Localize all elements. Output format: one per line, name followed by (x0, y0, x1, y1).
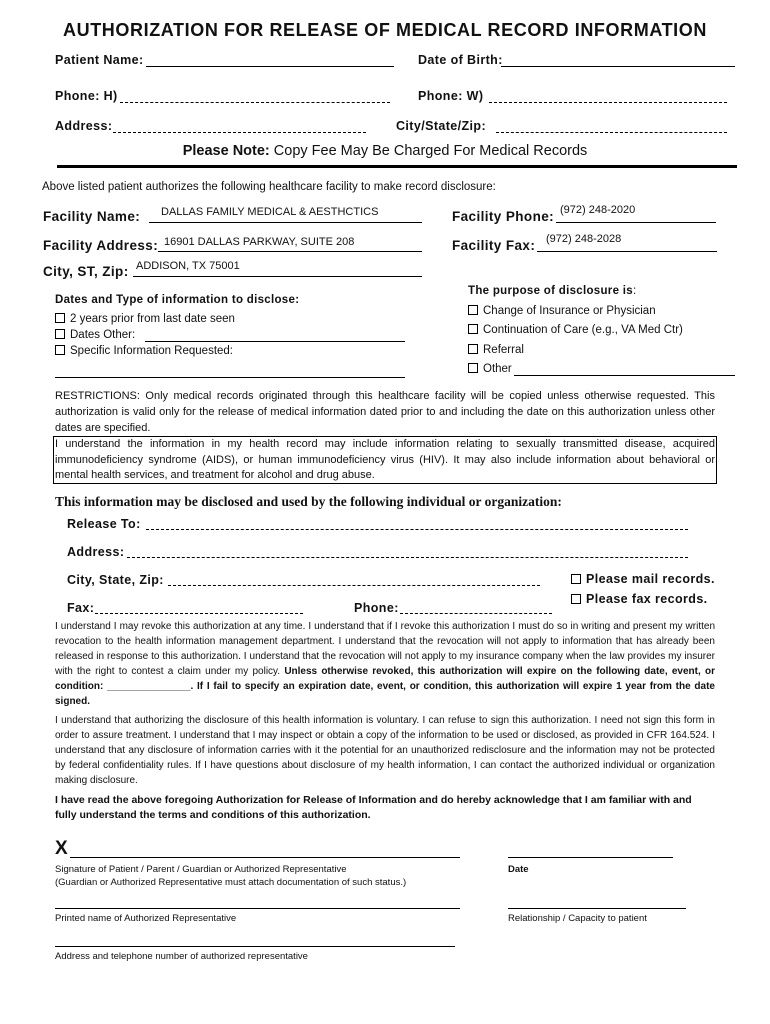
address-label: Address: (55, 119, 113, 133)
facility-city-field[interactable] (133, 276, 422, 277)
fax-records-option[interactable] (571, 592, 708, 606)
address-field[interactable] (113, 132, 366, 133)
purpose-other-field[interactable] (514, 375, 735, 376)
release-to-field[interactable] (146, 529, 688, 530)
restrictions-text: RESTRICTIONS: Only medical records originated through this healthcare facility will be copied unless otherwise requested. This authorization is valid only for the release of medical information dated prior to and including the date on this authorization unless other dates are specified. (55, 390, 715, 434)
acknowledgement: I have read the above foregoing Authorization for Release of Information and do hereby acknowledge that I am familiar with and fully understand the terms and conditions of this authorization. (55, 794, 692, 821)
mail-records-label: Please mail records. (586, 572, 715, 586)
dates-option-specific[interactable] (55, 345, 233, 357)
checkbox-icon[interactable] (468, 324, 478, 334)
checkbox-icon[interactable] (55, 345, 65, 355)
recipient-address-label: Address: (67, 545, 125, 559)
facility-name-value: DALLAS FAMILY MEDICAL & AESTHCTICS (161, 206, 379, 218)
relationship-field[interactable] (508, 908, 686, 909)
checkbox-icon[interactable] (55, 313, 65, 323)
recipient-city-label: City, State, Zip: (67, 573, 164, 587)
dates-other-field[interactable] (145, 341, 405, 342)
checkbox-icon[interactable] (468, 305, 478, 315)
facility-address-value: 16901 DALLAS PARKWAY, SUITE 208 (164, 236, 355, 248)
facility-name-label: Facility Name: (43, 209, 141, 224)
purpose-option-referral-label: Referral (483, 344, 524, 356)
release-to-label: Release To: (67, 517, 141, 531)
purpose-heading (468, 285, 636, 297)
facility-phone-field[interactable] (556, 222, 716, 223)
note-bold: Please Note: (182, 143, 270, 159)
recipient-address-field[interactable] (127, 557, 688, 558)
recipient-phone-label: Phone: (354, 601, 399, 615)
recipient-phone-field[interactable] (400, 613, 552, 614)
printed-name-field[interactable] (55, 908, 460, 909)
expiration-default: If I fail to specify an expiration date, event, or condition, this authorization will expire 1 year from the date signed. (55, 681, 715, 707)
specific-info-field[interactable] (55, 377, 405, 378)
recipient-city-field[interactable] (168, 585, 540, 586)
disclose-heading: This information may be disclosed and used by the following individual or organization: (55, 494, 562, 509)
purpose-option-continuation-label: Continuation of Care (e.g., VA Med Ctr) (483, 324, 683, 336)
signature-field[interactable] (70, 857, 460, 858)
purpose-option-change-label: Change of Insurance or Physician (483, 305, 656, 317)
signature-label: Signature of Patient / Parent / Guardian or Authorized Representative (55, 864, 347, 875)
facility-name-field[interactable] (149, 222, 422, 223)
patient-name-field[interactable] (146, 66, 394, 67)
revoke-text: I understand I may revoke this authorization at any time. I understand that if I revoke this authorization I must do so in writing and present my written revocation to the health information management department. I understand that the revocation will not apply to information that has already been released in response to this authorization. I understand that the revocation will not apply to my insurance company when the law provides my insurer with the right to contest a claim under my policy. (55, 621, 715, 677)
purpose-heading-colon: : (632, 285, 637, 297)
hiv-disclosure-text: I understand the information in my health record may include information relating to sexually transmitted disease, acquired immunodeficiency syndrome (AIDS), or human immunodeficiency virus (HIV). It may also include information about behavioral or mental health services, and treatment for alcohol and drug abuse. (55, 438, 715, 481)
dob-label: Date of Birth: (418, 53, 503, 67)
facility-fax-label: Facility Fax: (452, 238, 536, 253)
representative-address-label: Address and telephone number of authorized representative (55, 951, 308, 962)
purpose-option-other[interactable] (468, 363, 512, 375)
facility-phone-value: (972) 248-2020 (560, 204, 636, 216)
dates-heading: Dates and Type of information to disclose: (55, 294, 300, 306)
phone-work-label: Phone: W) (418, 89, 484, 103)
dates-option-specific-label: Specific Information Requested: (70, 345, 234, 357)
dates-option-2years[interactable] (55, 313, 235, 325)
date-label: Date (508, 864, 529, 875)
intro-text: Above listed patient authorizes the following healthcare facility to make record disclosure: (42, 181, 496, 193)
city-state-zip-field[interactable] (496, 132, 727, 133)
checkbox-icon[interactable] (468, 363, 478, 373)
recipient-fax-field[interactable] (95, 613, 303, 614)
expiration-clause: Unless otherwise revoked, this authorization will expire on the following date, event, or condition: _______________. (55, 666, 715, 692)
recipient-fax-label: Fax: (67, 601, 95, 615)
facility-phone-label: Facility Phone: (452, 209, 555, 224)
purpose-option-referral[interactable] (468, 344, 524, 356)
dates-option-other-label: Dates Other: (70, 329, 136, 341)
divider (57, 165, 737, 168)
facility-fax-field[interactable] (537, 251, 717, 252)
relationship-label: Relationship / Capacity to patient (508, 913, 647, 924)
purpose-option-other-label: Other (483, 363, 512, 375)
printed-name-label: Printed name of Authorized Representative (55, 913, 237, 924)
checkbox-icon[interactable] (468, 344, 478, 354)
facility-address-field[interactable] (158, 251, 422, 252)
patient-name-label: Patient Name: (55, 53, 144, 67)
revoke-paragraph (55, 619, 715, 709)
note-text: Copy Fee May Be Charged For Medical Records (273, 143, 588, 159)
signature-x-mark: X (55, 838, 68, 859)
representative-address-field[interactable] (55, 946, 455, 947)
facility-address-label: Facility Address: (43, 238, 159, 253)
fax-records-label: Please fax records. (586, 592, 708, 606)
phone-home-label: Phone: H) (55, 89, 118, 103)
dates-option-2years-label: 2 years prior from last date seen (70, 313, 235, 325)
form-title: AUTHORIZATION FOR RELEASE OF MEDICAL RECORD INFORMATION (63, 20, 707, 40)
dates-option-other[interactable] (55, 329, 135, 341)
purpose-option-change[interactable] (468, 305, 656, 317)
facility-fax-value: (972) 248-2028 (546, 233, 622, 245)
purpose-option-continuation[interactable] (468, 324, 683, 336)
checkbox-icon[interactable] (55, 329, 65, 339)
phone-home-field[interactable] (120, 102, 390, 103)
dob-field[interactable] (501, 66, 735, 67)
mail-records-option[interactable] (571, 572, 715, 586)
voluntary-paragraph: I understand that authorizing the disclosure of this health information is voluntary. I can refuse to sign this authorization. I need not sign this form in order to assure treatment. I understand that I may inspect or obtain a copy of the information to be used or disclosed, as provided in CFR 164.524. I understand that any disclosure of information carries with it the potential for an unauthorized redisclosure and the information may not be protected by federal confidentiality rules. If I have questions about disclosure of my health information, I can contact the authorized individual or organization making disclosure. (55, 715, 715, 786)
purpose-heading-text: The purpose of disclosure is (468, 285, 633, 297)
facility-city-label: City, ST, Zip: (43, 264, 129, 279)
facility-city-value: ADDISON, TX 75001 (136, 260, 240, 272)
phone-work-field[interactable] (489, 102, 727, 103)
checkbox-icon[interactable] (571, 594, 581, 604)
checkbox-icon[interactable] (571, 574, 581, 584)
city-state-zip-label: City/State/Zip: (396, 119, 487, 133)
date-field[interactable] (508, 857, 673, 858)
signature-sublabel: (Guardian or Authorized Representative must attach documentation of such status.) (55, 877, 407, 888)
copy-fee-note (0, 143, 770, 159)
